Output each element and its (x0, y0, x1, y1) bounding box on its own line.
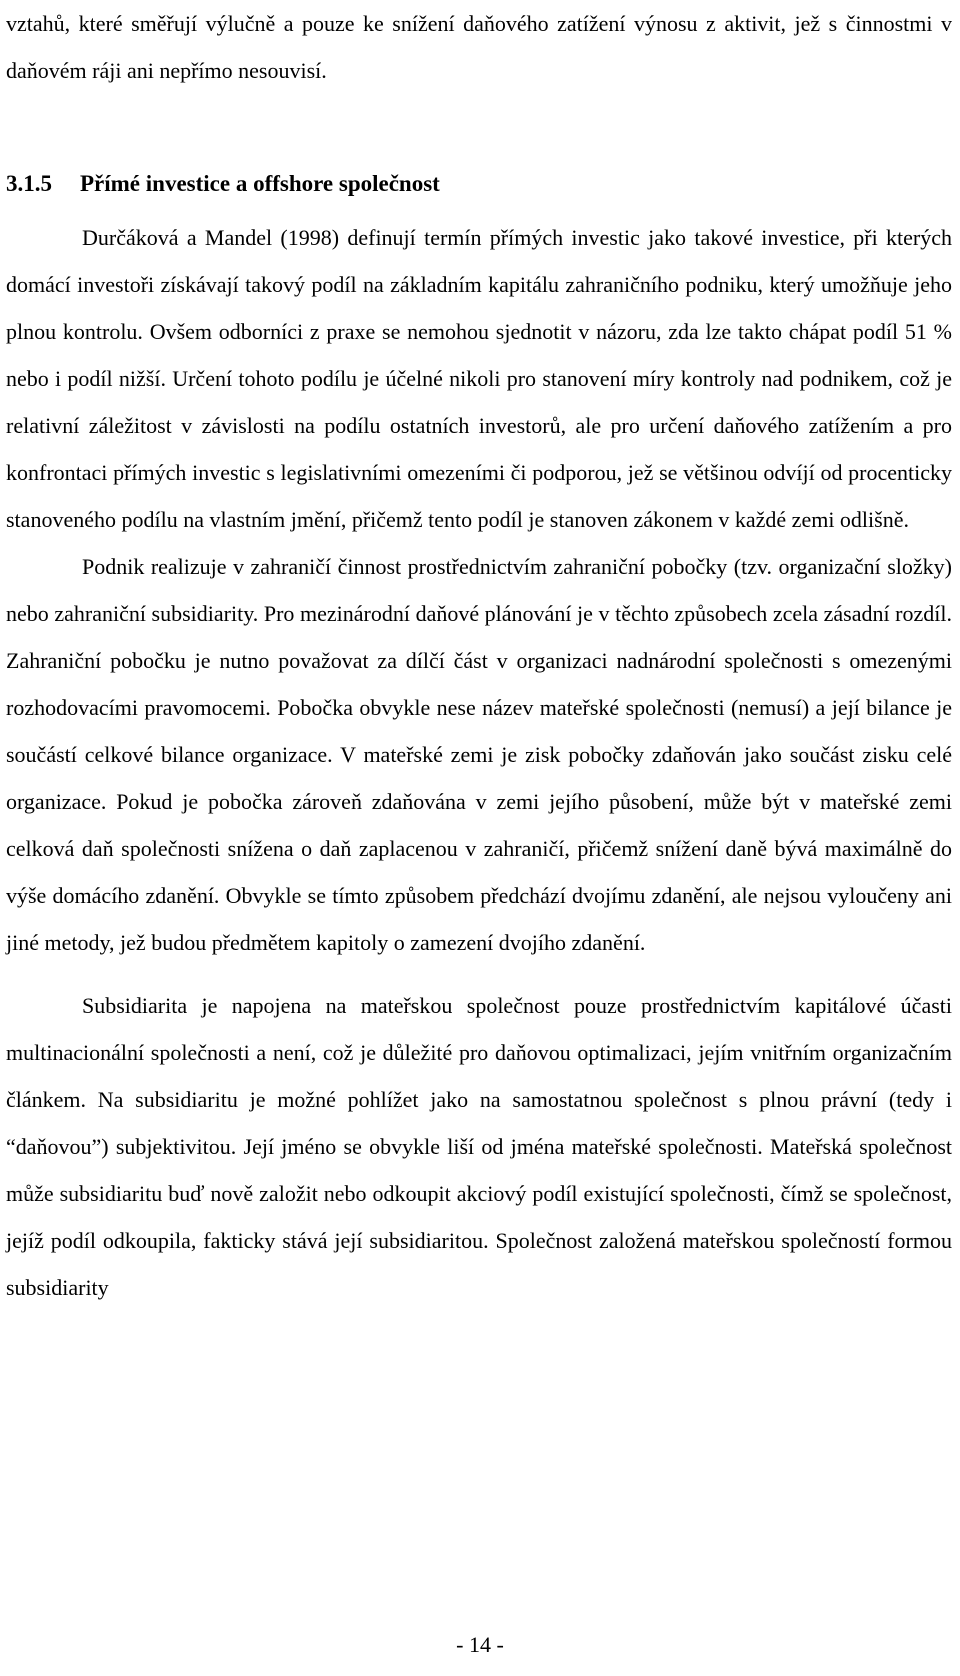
section-number: 3.1.5 (6, 171, 52, 196)
body-paragraph-1: Durčáková a Mandel (1998) definují termín přímých investic jako takové investice, při kterých domácí investoři získávají takový podíl na základním kapitálu zahraničního podniku, který umožňuje jeho plnou kontrolu. Ovšem odborníci z praxe se nemohou sjednotit v názoru, zda lze takto chápat podíl 51 % nebo i podíl nižší. Určení tohoto podílu je účelné nikoli pro stanovení míry kontroly nad podnikem, což je relativní záležitost v závislosti na podílu ostatních investorů, ale pro určení daňového zatížením a pro konfrontaci přímých investic s legislativními omezeními či podporou, jež se většinou odvíjí od procenticky stanoveného podílu na vlastním jmění, přičemž tento podíl je stanoven zákonem v každé zemi odlišně. (6, 225, 952, 532)
continuation-paragraph: vztahů, které směřují výlučně a pouze ke snížení daňového zatížení výnosu z aktivit, jež s činnostmi v daňovém ráji ani nepřímo nesouvisí. (6, 11, 952, 83)
page-content (6, 0, 952, 1311)
page-number: - 14 - (456, 1632, 504, 1657)
section-heading (6, 154, 952, 214)
body-paragraph-2: Podnik realizuje v zahraničí činnost prostřednictvím zahraniční pobočky (tzv. organizační složky) nebo zahraniční subsidiarity. Pro mezinárodní daňové plánování je v těchto způsobech zcela zásadní rozdíl. Zahraniční pobočku je nutno považovat za dílčí část v organizaci nadnárodní společnosti s omezenými rozhodovacími pravomocemi. Pobočka obvykle nese název mateřské společnosti (nemusí) a její bilance je součástí celkové bilance organizace. V mateřské zemi je zisk pobočky zdaňován jako součást zisku celé organizace. Pokud je pobočka zároveň zdaňována v zemi jejího působení, může být v mateřské zemi celková daň společnosti snížena o daň zaplacenou v zahraničí, přičemž snížení daně bývá maximálně do výše domácího zdanění. Obvykle se tímto způsobem předchází dvojímu zdanění, ale nejsou vyloučeny ani jiné metody, jež budou předmětem kapitoly o zamezení dvojího zdanění. (6, 554, 952, 955)
section-title: Přímé investice a offshore společnost (80, 171, 440, 196)
body-paragraph-3: Subsidiarita je napojena na mateřskou společnost pouze prostřednictvím kapitálové účasti multinacionální společnosti a není, což je důležité pro daňovou optimalizaci, jejím vnitřním organizačním článkem. Na subsidiaritu je možné pohlížet jako na samostatnou společnost s plnou právní (tedy i “daňovou”) subjektivitou. Její jméno se obvykle liší od jména mateřské společnosti. Mateřská společnost může subsidiaritu buď nově založit nebo odkoupit akciový podíl existující společnosti, čímž se společnost, jejíž podíl odkoupila, fakticky stává její subsidiaritou. Společnost založená mateřskou společností formou subsidiarity (6, 993, 952, 1300)
